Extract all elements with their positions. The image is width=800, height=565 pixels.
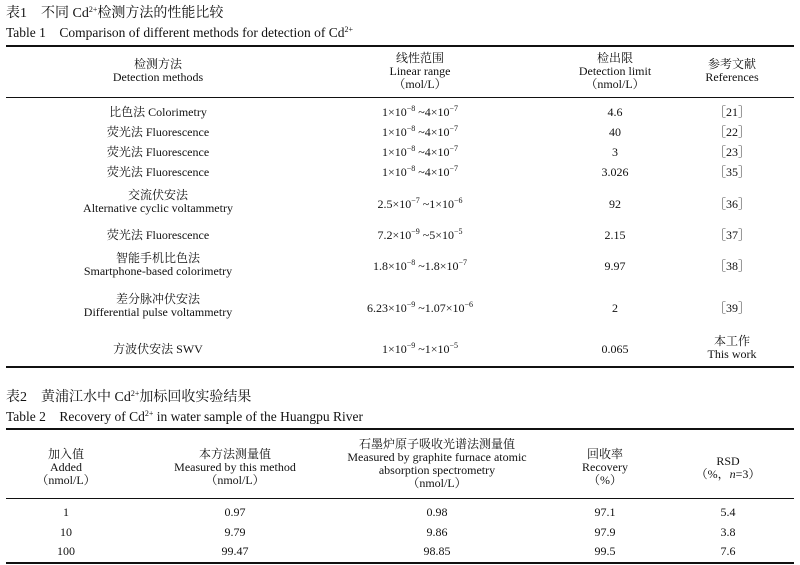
table1-row-method: 荧光法 Fluorescence — [106, 228, 210, 242]
table2-header-this-zh: 本方法测量值 — [198, 447, 271, 461]
table2-bottom-rule — [6, 562, 794, 564]
table1-header-rule — [6, 97, 794, 98]
table1-row-range: $2.5\times 10^{-7}$ $\sim 1\times 10^{-6}$ — [377, 196, 463, 211]
table1-row-range: $1\times 10^{-8}$ $\sim 4\times 10^{-7}$ — [381, 164, 459, 179]
table2-header-rec-en: Recovery — [582, 460, 628, 474]
table2-header-recovery — [582, 448, 628, 487]
table1-row-ref: ［38］ — [713, 259, 751, 273]
table1-row-limit: 40 — [609, 125, 621, 139]
table1-row-method: 方波伏安法 SWV — [113, 342, 203, 356]
table1-bottom-rule — [6, 366, 794, 368]
table1-row-limit: 2 — [612, 301, 618, 315]
table2-header-rsd — [696, 455, 761, 481]
table2-header-gfaas — [347, 438, 526, 490]
table2-cell-rsd: 7.6 — [720, 544, 736, 558]
table1-row-range: $7.2\times 10^{-9}$ $\sim 5\times 10^{-5}$ — [377, 227, 463, 242]
table1-header-range-unit: （mol/L） — [393, 77, 447, 91]
table1-row-range: $6.23\times 10^{-9}$ $\sim 1.07\times 10^{-6}$ — [366, 300, 474, 315]
table2-header-rsd-label: RSD — [716, 454, 740, 468]
table2-header-rsd-unit: （%，n=3） — [695, 467, 761, 481]
table2-top-rule — [6, 428, 794, 430]
table1-header-limit — [579, 52, 651, 91]
table1-row-range: $1\times 10^{-8}$ $\sim 4\times 10^{-7}$ — [381, 124, 459, 139]
table2-header-rule — [6, 498, 794, 499]
table2-title-en-suffix: in water sample of the Huangpu River — [153, 409, 363, 424]
table1-row-ref: ［37］ — [713, 228, 751, 242]
table2-cell-added: 1 — [63, 505, 69, 519]
table2-header-added-zh: 加入值 — [47, 447, 84, 461]
table2-header-rec-zh: 回收率 — [586, 447, 624, 461]
table1-row-range: $1\times 10^{-8}$ $\sim 4\times 10^{-7}$ — [381, 144, 459, 159]
table1-row-limit: 92 — [609, 197, 621, 211]
table2-cell-rec: 99.5 — [594, 544, 616, 558]
table1-title-en-text: Table 1 Comparison of different methods for detection of Cd — [6, 25, 345, 40]
table2-title-zh — [6, 390, 251, 406]
table1-row-method: 交流伏安法 Alternative cyclic voltammetry — [83, 188, 233, 215]
table2-cell-gf: 9.86 — [426, 525, 448, 539]
table1-row-method: 智能手机比色法 Smartphone-based colorimetry — [83, 251, 233, 278]
table1-row-range: $1.8\times 10^{-8}$ $\sim 1.8\times 10^{-7}$ — [372, 258, 468, 273]
table2-cell-added: 100 — [57, 544, 75, 558]
table2-header-gf-en2: absorption spectrometry — [378, 463, 496, 477]
table1-row-method: 比色法 Colorimetry — [109, 105, 207, 119]
table2-cell-rec: 97.9 — [594, 525, 616, 539]
table1-header-method-en: Detection methods — [112, 70, 204, 84]
table1-row-method: 荧光法 Fluorescence — [106, 145, 210, 159]
table2-cell-rsd: 3.8 — [720, 525, 736, 539]
table1-header-range-zh: 线性范围 — [395, 51, 444, 65]
table1-row-method: 差分脉冲伏安法 Differential pulse voltammetry — [83, 292, 233, 319]
table1-header-ref-en: References — [705, 70, 759, 84]
table1-header-limit-zh: 检出限 — [596, 51, 634, 65]
table2-header-this-method — [174, 448, 296, 487]
table2-cell-rec: 97.1 — [594, 505, 616, 519]
table2-header-this-unit: （nmol/L） — [205, 473, 265, 487]
table2-header-gf-en1: Measured by graphite furnace atomic — [347, 450, 527, 464]
table1-row-ref: ［39］ — [713, 301, 751, 315]
table2-header-added — [36, 448, 95, 487]
table2-header-added-en: Added — [50, 460, 82, 474]
table2-cell-added: 10 — [60, 525, 72, 539]
table2-header-rec-unit: （%） — [587, 473, 622, 487]
table1-title-en-sup: 2+ — [344, 25, 353, 34]
table1-row-ref: ［22］ — [713, 125, 751, 139]
table2-title-zh-sup: 2+ — [130, 389, 140, 398]
table1-header-limit-unit: （nmol/L） — [585, 77, 645, 91]
table1-title-en — [6, 25, 353, 41]
table1-row-method: 荧光法 Fluorescence — [106, 125, 210, 139]
table2-title-zh-suffix: 加标回收实验结果 — [139, 390, 252, 405]
table1-title-zh-sup: 2+ — [88, 5, 98, 14]
table2-cell-rsd: 5.4 — [720, 505, 736, 519]
table1-row-ref: ［21］ — [713, 105, 751, 119]
table2-cell-this: 0.97 — [224, 505, 246, 519]
table1-row-limit: 0.065 — [601, 342, 629, 356]
table1-header-ref — [705, 58, 758, 84]
table1-row-range: $1\times 10^{-9}$ $\sim 1\times 10^{-5}$ — [381, 341, 459, 356]
table1-title-zh — [6, 6, 223, 22]
table1-row-ref: 本工作 This work — [707, 334, 757, 361]
table1-row-ref: ［36］ — [713, 197, 751, 211]
table2-cell-this: 99.47 — [221, 544, 249, 558]
table1-header-range-en: Linear range — [389, 64, 451, 78]
table2-header-gf-unit: （nmol/L） — [407, 476, 467, 490]
table1-row-limit: 3 — [612, 145, 618, 159]
table2-cell-gf: 98.85 — [423, 544, 451, 558]
table1-row-method: 荧光法 Fluorescence — [106, 165, 210, 179]
table2-cell-gf: 0.98 — [426, 505, 448, 519]
table1-title-zh-suffix: 检测方法的性能比较 — [97, 6, 224, 21]
table2-title-en-sup: 2+ — [144, 409, 154, 418]
table1-row-range: $1\times 10^{-8}$ $\sim 4\times 10^{-7}$ — [381, 104, 459, 119]
table1-header-method — [113, 58, 203, 84]
table2-header-gf-zh: 石墨炉原子吸收光谱法测量值 — [358, 437, 516, 451]
table2-title-en — [6, 409, 363, 425]
table2-header-this-en: Measured by this method — [174, 460, 296, 474]
table1-row-ref: ［23］ — [713, 145, 751, 159]
table2-header-added-unit: （nmol/L） — [36, 473, 96, 487]
table1-header-method-zh: 检测方法 — [133, 57, 182, 71]
table2-cell-this: 9.79 — [224, 525, 246, 539]
table1-title-zh-text: 表1 不同 Cd — [6, 6, 89, 21]
table2-title-en-text: Table 2 Recovery of Cd — [6, 409, 145, 424]
table1-row-ref: ［35］ — [713, 165, 751, 179]
table1-row-limit: 4.6 — [607, 105, 623, 119]
table1-top-rule — [6, 45, 794, 47]
table1-header-range — [390, 52, 451, 91]
table1-header-limit-en: Detection limit — [578, 64, 652, 78]
table1-row-limit: 3.026 — [601, 165, 629, 179]
table1-row-limit: 9.97 — [604, 259, 626, 273]
table1-row-limit: 2.15 — [604, 228, 626, 242]
table1-header-ref-zh: 参考文献 — [707, 57, 757, 71]
table2-title-zh-text: 表2 黄浦江水中 Cd — [6, 390, 131, 405]
